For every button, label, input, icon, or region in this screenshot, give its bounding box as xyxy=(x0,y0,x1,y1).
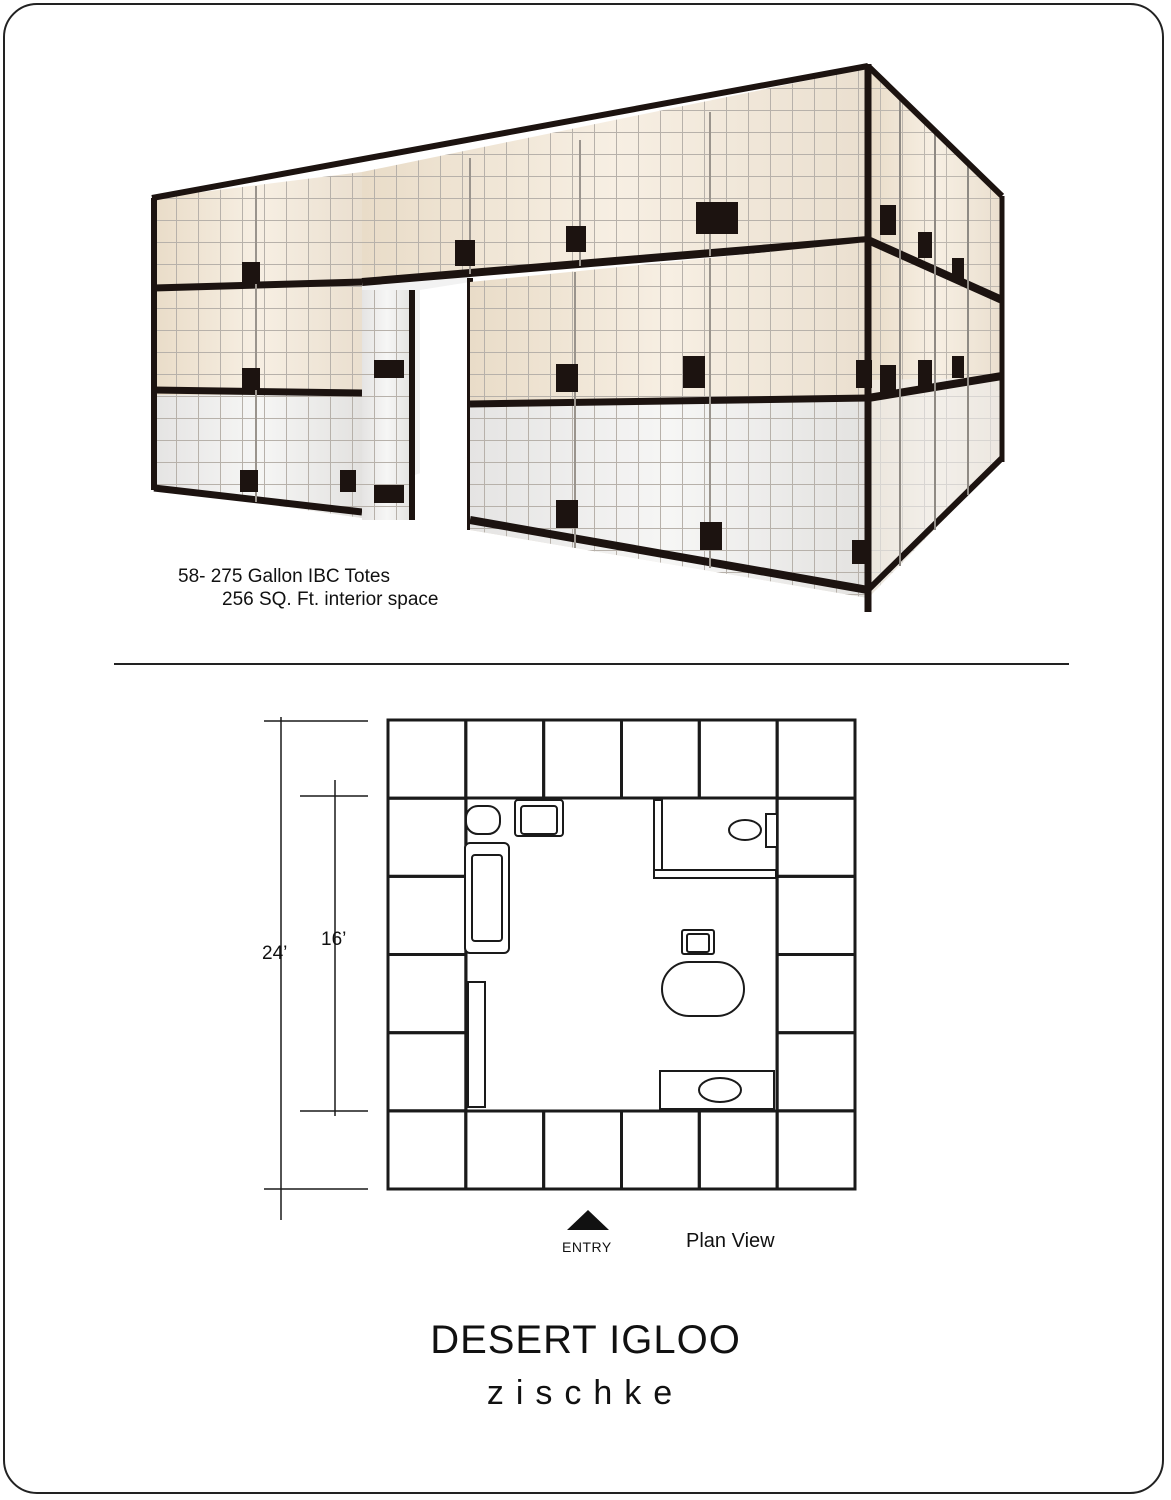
side-wall xyxy=(868,66,1002,598)
entry-label: ENTRY xyxy=(562,1239,612,1255)
chair xyxy=(682,930,714,954)
tote-cell xyxy=(622,720,700,798)
tote-cell xyxy=(388,955,466,1033)
tote-cell xyxy=(388,798,466,876)
counter xyxy=(468,982,485,1107)
tote-structure-illustration xyxy=(152,64,1002,612)
table xyxy=(662,962,744,1016)
tote-cell xyxy=(699,1111,777,1189)
tote-cell xyxy=(777,876,855,954)
inner-dimension-label: 16’ xyxy=(321,929,347,950)
interior-space xyxy=(466,798,777,1111)
tote-cell xyxy=(388,876,466,954)
plan-view-label: Plan View xyxy=(686,1230,775,1252)
tote-cell xyxy=(544,720,622,798)
tote-cell xyxy=(622,1111,700,1189)
tote-count-caption: 58- 275 Gallon IBC Totes xyxy=(178,566,390,587)
outer-dimension-label: 24’ xyxy=(262,943,288,964)
interior-space-caption: 256 SQ. Ft. interior space xyxy=(222,589,439,610)
tote-cell xyxy=(777,798,855,876)
author-name: zischke xyxy=(486,1374,685,1412)
tote-cell xyxy=(544,1111,622,1189)
tote-cell xyxy=(466,1111,544,1189)
tote-cell xyxy=(388,1111,466,1189)
tote-cell xyxy=(777,720,855,798)
bathtub xyxy=(660,1071,774,1109)
page-title: DESERT IGLOO xyxy=(430,1318,741,1362)
front-wall-left xyxy=(154,172,362,518)
tote-cell xyxy=(777,1111,855,1189)
tote-cell xyxy=(699,720,777,798)
armchair-top xyxy=(515,800,563,836)
tote-cell xyxy=(388,720,466,798)
toilet-symbol xyxy=(466,806,500,834)
floor-plan xyxy=(388,720,855,1189)
sofa xyxy=(465,843,509,953)
tote-cell xyxy=(777,955,855,1033)
tote-cell xyxy=(777,1033,855,1111)
tote-cell xyxy=(466,720,544,798)
tote-cell xyxy=(388,1033,466,1111)
entry-arrow-icon xyxy=(567,1210,609,1230)
section-divider xyxy=(114,663,1069,665)
dimension-lines xyxy=(264,717,368,1220)
